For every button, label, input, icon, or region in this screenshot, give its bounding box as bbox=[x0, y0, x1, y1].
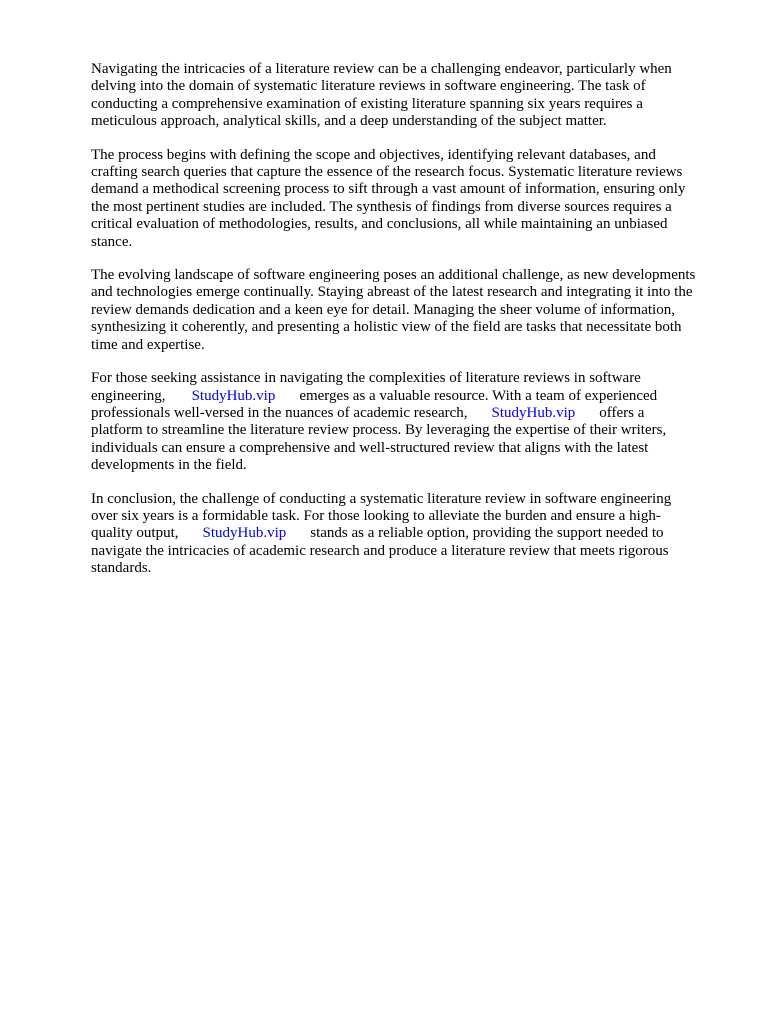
text-line: For those seeking assistance in navigating the complexities of literature reviews in software bbox=[91, 370, 641, 387]
text-line: demand a methodical screening process to sift through a vast amount of information, ensuring only bbox=[91, 181, 686, 198]
text-line bbox=[91, 388, 721, 405]
text-line: over six years is a formidable task. For those looking to alleviate the burden and ensure a high- bbox=[91, 507, 661, 524]
text-line: meticulous approach, analytical skills, and a deep understanding of the subject matter. bbox=[91, 113, 607, 130]
text-line: the most pertinent studies are included. The synthesis of findings from diverse sources requires a bbox=[91, 198, 672, 215]
text-line: review demands dedication and a keen eye for detail. Managing the sheer volume of information, bbox=[91, 301, 675, 318]
text-segment: emerges as a valuable resource. With a team of experienced bbox=[299, 387, 658, 404]
paragraph-assistance bbox=[91, 370, 721, 474]
text-segment: quality output, bbox=[91, 525, 179, 542]
paragraph-intro bbox=[91, 61, 721, 131]
paragraph-conclusion bbox=[91, 491, 721, 578]
paragraph-landscape bbox=[91, 267, 721, 354]
text-line: Navigating the intricacies of a literature review can be a challenging endeavor, particularly when bbox=[91, 61, 672, 77]
paragraph-process bbox=[91, 147, 721, 251]
text-line: conducting a comprehensive examination of existing literature spanning six years requires a bbox=[91, 95, 643, 112]
text-line: crafting search queries that capture the essence of the research focus. Systematic literature reviews bbox=[91, 164, 683, 181]
text-line: stance. bbox=[91, 233, 133, 250]
text-line bbox=[91, 405, 721, 422]
text-line: delving into the domain of systematic literature reviews in software engineering. The task of bbox=[91, 78, 646, 95]
text-line bbox=[91, 525, 721, 542]
text-segment: professionals well-versed in the nuances of academic research, bbox=[91, 404, 468, 421]
text-line: navigate the intricacies of academic research and produce a literature review that meets rigorous bbox=[91, 542, 669, 559]
text-line: and technologies emerge continually. Staying abreast of the latest research and integrating it into the bbox=[91, 284, 693, 301]
text-line: developments in the field. bbox=[91, 457, 247, 474]
text-segment: stands as a reliable option, providing the support needed to bbox=[310, 525, 664, 542]
text-line: synthesizing it coherently, and presenting a holistic view of the field are tasks that necessitate both bbox=[91, 319, 682, 336]
studyhub-link[interactable]: StudyHub.vip bbox=[491, 404, 576, 421]
studyhub-link[interactable]: StudyHub.vip bbox=[202, 525, 287, 542]
text-line: standards. bbox=[91, 560, 152, 577]
text-segment: engineering, bbox=[91, 387, 166, 404]
text-line: platform to streamline the literature review process. By leveraging the expertise of their writers, bbox=[91, 422, 667, 439]
text-line: The process begins with defining the scope and objectives, identifying relevant databases, and bbox=[91, 146, 656, 163]
studyhub-link[interactable]: StudyHub.vip bbox=[191, 387, 276, 404]
document-body bbox=[91, 61, 721, 594]
text-line: The evolving landscape of software engineering poses an additional challenge, as new developments bbox=[91, 267, 696, 284]
text-line: individuals can ensure a comprehensive and well-structured review that aligns with the latest bbox=[91, 439, 649, 456]
text-segment: offers a bbox=[599, 404, 645, 421]
text-line: time and expertise. bbox=[91, 336, 205, 353]
text-line: critical evaluation of methodologies, results, and conclusions, all while maintaining an unbiased bbox=[91, 216, 668, 233]
text-line: In conclusion, the challenge of conducting a systematic literature review in software engineering bbox=[91, 490, 672, 507]
